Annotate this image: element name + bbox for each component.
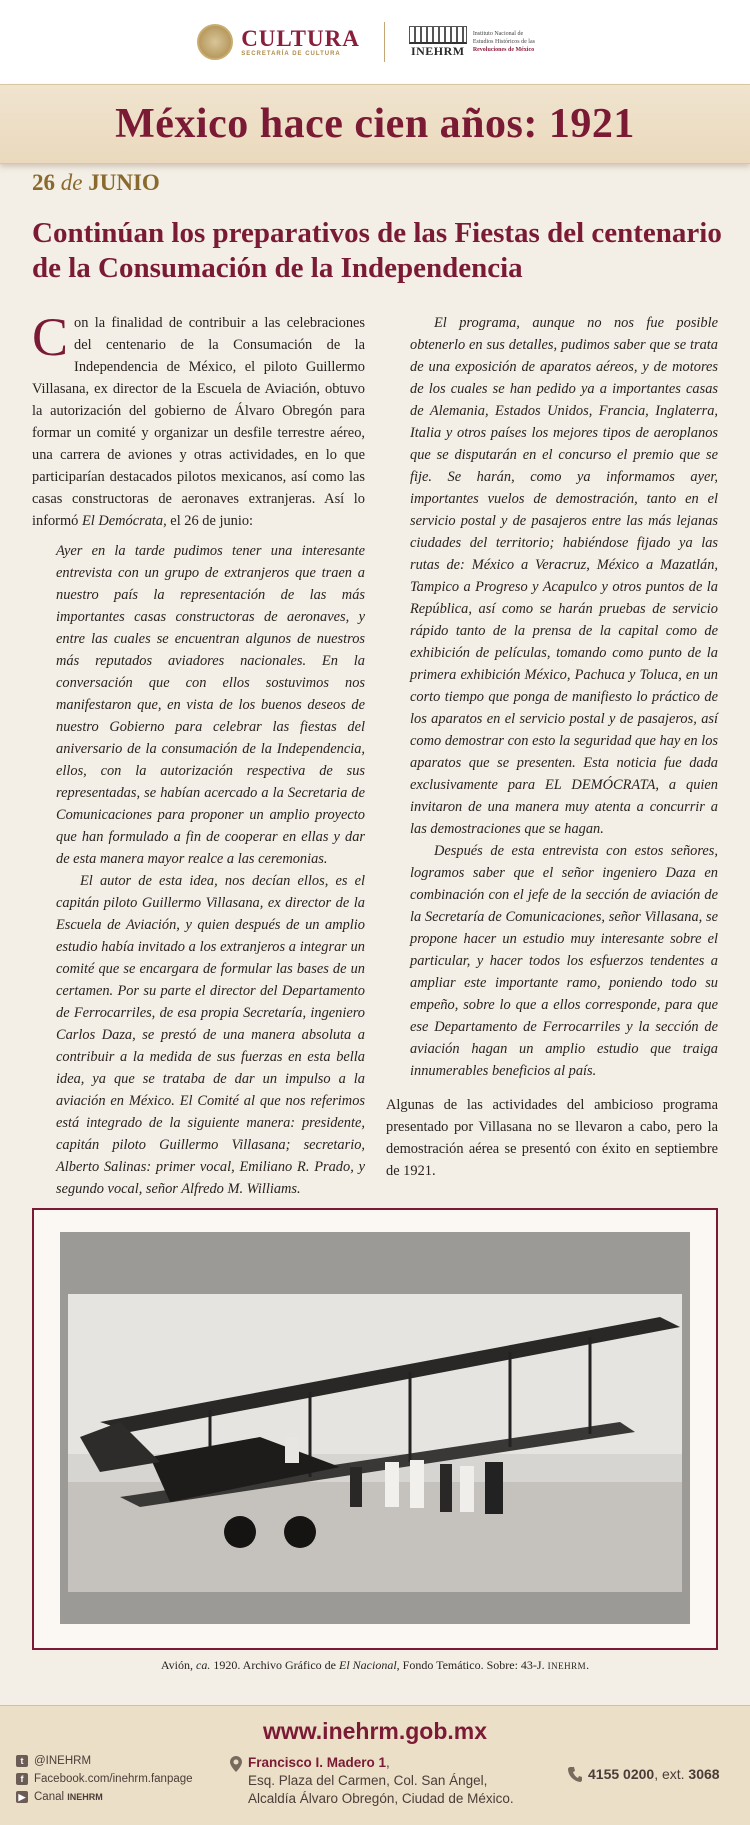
date-day: 26 (32, 170, 55, 195)
youtube-icon: ▶ (16, 1791, 28, 1803)
logo-divider (384, 22, 385, 62)
cultura-subtitle: SECRETARÍA DE CULTURA (241, 51, 341, 57)
quote-paragraph-2: El autor de esta idea, nos decían ellos, es el capitán piloto Guillermo Villasana, ex director de la Escuela de Aviación, y quien después de un amplio estudio había invitado a los extranjeros a integrar un comité que se encargara de formular las bases de un certamen. Por su parte el director del Departamento de Ferrocarriles, de esa propia Secretaría, ingeniero Carlos Daza, se prestó de una manera absoluta a contribuir a la medida de sus fuerzas en esta bella idea, ya que se trataba de dar un impulso a la aviación en México. El Comité al que nos referimos está integrado de la siguiente manera: presidente, capitán piloto Guillermo Villasana; secretario, Alberto Salinas: primer vocal, Emiliano R. Prado, y segundo vocal, señor Alfredo M. Williams. (56, 873, 365, 1197)
inehrm-logo[interactable] (409, 26, 553, 59)
article-column-left (32, 307, 365, 1200)
article-closing: Algunas de las actividades del ambicioso programa presentado por Villasana no se llevaron a cabo, pero la demostración aérea se presentó con éxito en septiembre de 1921. (386, 1097, 718, 1179)
inehrm-wordmark: INEHRM (410, 43, 465, 58)
mexico-seal-icon (197, 24, 233, 60)
cultura-name: CULTURA (241, 26, 360, 51)
quote-paragraph-1: Ayer en la tarde pudimos tener una interesante entrevista con un grupo de extranjeros que traen a nuestro país la representación de las más importantes casas constructoras de aeronaves, y entre las cuales se encuentran algunos de nuestros más reputados aviadores nacionales. En la conversación que con ellos sostuvimos nos manifestaron que, en vista de los buenos deseos de nuestro Gobierno para celebrar las fiestas del aniversario de la consumación de la Independencia, ellos, con la autorización respectiva de sus representadas, se habían acercado a la Secretaria de Comunicaciones para proponer un amplio proyecto que han formulado a fin de cooperar en ellas y dar de esta manera mayor realce a las ceremonias. (56, 543, 365, 867)
date-month: JUNIO (88, 170, 160, 195)
article-subtitle: Continúan los preparativos de las Fiestas del centenario de la Consumación de la Independencia (32, 217, 722, 284)
photo-frame (32, 1208, 718, 1650)
page-title: México hace cien años: 1921 (115, 101, 635, 147)
phone-icon (568, 1766, 582, 1782)
twitter-link[interactable]: t @INEHRM (16, 1752, 193, 1770)
airplane-photo (60, 1232, 690, 1624)
location-pin-icon (230, 1756, 242, 1772)
page-header (0, 0, 750, 84)
page-footer (0, 1705, 750, 1825)
address-line-2: Esq. Plaza del Carmen, Col. San Ángel, (248, 1773, 488, 1788)
biplane-illustration (60, 1232, 690, 1624)
drop-cap: C (32, 307, 69, 367)
facebook-icon: f (16, 1773, 28, 1785)
youtube-link[interactable]: ▶ Canal INEHRM (16, 1788, 193, 1806)
social-links (16, 1752, 193, 1806)
phone-extension: 3068 (688, 1766, 720, 1782)
address-line-3: Alcaldía Álvaro Obregón, Ciudad de México. (248, 1791, 514, 1806)
phone-block[interactable]: 4155 0200, ext. 3068 (588, 1766, 720, 1782)
quote-paragraph-3: El programa, aunque no nos fue posible obtenerlo en sus detalles, pudimos saber que se trata de una exposición de aparatos aéreos, y de motores de los cuales se han pedido ya a importantes casas de Alemania, Estados Unidos, Francia, Inglaterra, Italia y otros países los mejores tipos de aeroplanos que se disputarán en el concurso el premio que se fije. Se harán, como ya informamos ayer, importantes vuelos de demostración, tanto en el servicio postal y de pasajeros entre las más lejanas ciudades del territorio; habiéndose fijado ya las rutas de: México a Veracruz, México a Mazatlán, Tampico a Progreso y Acapulco y otros puntos de la República, así como se harán pruebas de servicio rápido tanto de la prensa de la capital como de exhibición de películas, tomando como punto de la primera exhibición México, Pachuca y Toluca, en un corto tiempo que ponga de manifiesto lo práctico de los aparatos en el servicio postal y de pasajeros, así como demostrar con esto la seguridad que hay en los aparatos que se presenten. Esta noticia fue dada exclusivamente para EL DEMÓCRATA, a quien invitaron de una manera muy atenta a concurrir a las demostraciones que se hagan. (410, 315, 718, 837)
website-link[interactable]: www.inehrm.gob.mx (262, 1718, 488, 1744)
building-icon (409, 26, 467, 44)
date-de: de (60, 170, 83, 195)
twitter-icon: t (16, 1755, 28, 1767)
article-column-right (386, 312, 718, 1182)
source-name: El Demócrata (81, 513, 164, 529)
article-intro: Con la finalidad de contribuir a las celebraciones del centenario de la Consumación de la Independencia de México, el piloto Guillermo Villasana, ex director de la Escuela de Aviación, obtuvo la autorización del gobierno de Álvaro Obregón para formar un comité y organizar un desfile terrestre aéreo, una carrera de aviones y otras actividades, en lo que participarían destacados pilotos mexicanos, así como las casas constructoras de aeronaves extranjeras. Así lo informó El Demócrata, el 26 de junio: (32, 307, 365, 529)
address-street: Francisco I. Madero 1 (248, 1755, 387, 1770)
phone-number: 4155 0200 (588, 1766, 655, 1782)
title-band (0, 84, 750, 164)
photo-caption: Avión, ca. 1920. Archivo Gráfico de El Nacional, Fondo Temático. Sobre: 43-J. INEHRM. (160, 1658, 590, 1672)
cultura-logo[interactable] (197, 24, 360, 60)
address-block: Francisco I. Madero 1, Esq. Plaza del Carmen, Col. San Ángel, Alcaldía Álvaro Obregón, Ciudad de México. (248, 1754, 514, 1808)
facebook-link[interactable]: f Facebook.com/inehrm.fanpage (16, 1770, 193, 1788)
quote-paragraph-4: Después de esta entrevista con estos señores, logramos saber que el señor ingeniero Daza en combinación con el jefe de la sección de aviación de la Secretaría de Comunicaciones, señor Villasana, se propone hacer un estudio muy interesante sobre el particular, y hacer todos los esfuerzos tendentes a ampliar este importante ramo, poniendo todo su empeño, sobre lo que a ellos corresponde, para que ese Departamento de Ferrocarriles y la sección de aviación hagan un amplio estudio que traiga innumerables beneficios al país. (410, 843, 718, 1079)
date-heading (32, 170, 160, 196)
inehrm-description: Instituto Nacional de Estudios Históricos de las Revoluciones de México (472, 31, 535, 53)
